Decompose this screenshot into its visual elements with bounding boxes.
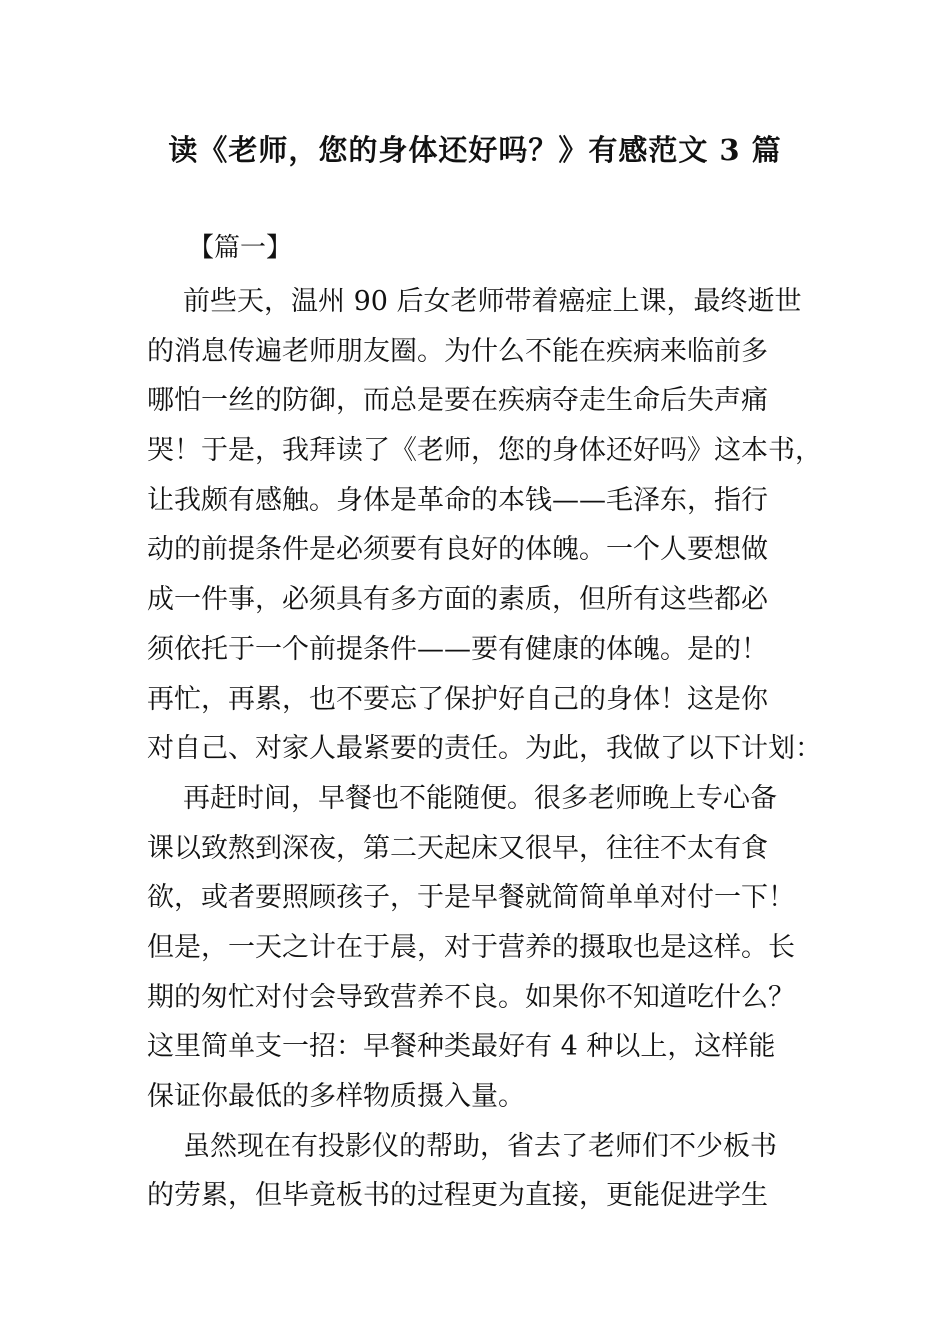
paragraph-line: 虽然现在有投影仪的帮助，省去了老师们不少板书 [183,1130,777,1162]
paragraph-line: 这里简单支一招：早餐种类最好有 4 种以上，这样能 [147,1031,776,1063]
paragraph-line: 课以致熬到深夜，第二天起床又很早，往往不太有食 [147,832,768,864]
paragraph-line: 但是，一天之计在于晨，对于营养的摄取也是这样。长 [147,931,795,963]
paragraph-line: 再忙，再累，也不要忘了保护好自己的身体！这是你 [147,683,768,715]
paragraph-line: 期的匆忙对付会导致营养不良。如果你不知道吃什么？ [147,981,795,1013]
paragraph-line: 前些天，温州 90 后女老师带着癌症上课，最终逝世 [183,286,802,317]
paragraph-line: 让我颇有感触。身体是革命的本钱——毛泽东，指行 [147,484,768,516]
document-title: 读《老师，您的身体还好吗？》有感范文 3 篇 [168,133,782,167]
paragraph-line: 的消息传遍老师朋友圈。为什么不能在疾病来临前多 [147,335,768,367]
paragraph-line: 哪怕一丝的防御，而总是要在疾病夺走生命后失声痛 [147,385,768,417]
paragraph-line: 欲，或者要照顾孩子，于是早餐就简简单单对付一下！ [147,882,795,914]
paragraph-line: 成一件事，必须具有多方面的素质，但所有这些都必 [147,584,768,616]
paragraph-line: 再赶时间，早餐也不能随便。很多老师晚上专心备 [183,782,777,814]
paragraph-line: 哭！于是，我拜读了《老师，您的身体还好吗》这本书， [147,435,822,467]
paragraph-line: 对自己、对家人最紧要的责任。为此，我做了以下计划： [147,733,822,765]
paragraph-line: 的劳累，但毕竟板书的过程更为直接，更能促进学生 [147,1180,768,1212]
paragraph-line: 动的前提条件是必须要有良好的体魄。一个人要想做 [147,534,768,566]
document-body [147,277,847,1221]
paragraph-line: 保证你最低的多样物质摄入量。 [147,1081,525,1112]
paragraph-line: 须依托于一个前提条件——要有健康的体魄。是的！ [147,633,768,665]
section-heading: 【篇一】 [188,233,293,263]
